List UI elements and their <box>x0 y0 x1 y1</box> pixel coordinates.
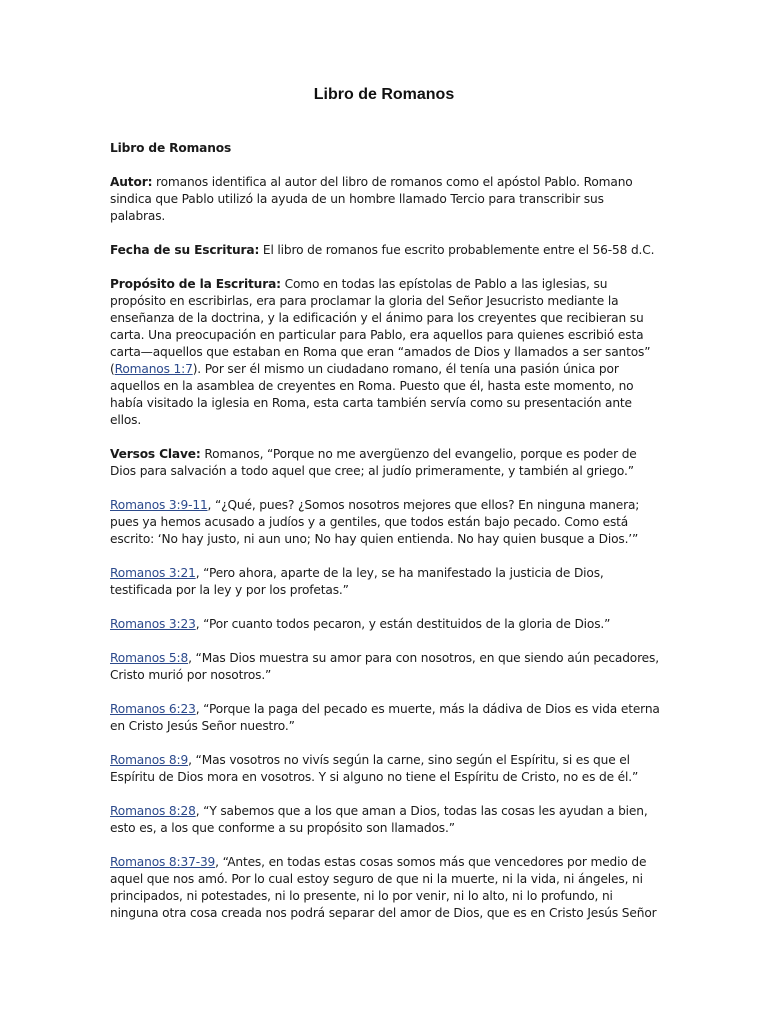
versos-clave-paragraph <box>110 446 662 480</box>
autor-text: romanos identifica al autor del libro de romanos como el apóstol Pablo. Romano sindica que Pablo utilizó la ayuda de un hombre llamado Tercio para transcribir sus palabras. <box>110 175 633 223</box>
versos-clave-label: Versos Clave: <box>110 447 201 461</box>
versos-clave-text: Romanos, “Porque no me avergüenzo del evangelio, porque es poder de Dios para salvación a todo aquel que cree; al judío primeramente, y también al griego.” <box>110 447 637 478</box>
verse-text: , “Porque la paga del pecado es muerte, más la dádiva de Dios es vida eterna en Cristo Jesús Señor nuestro.” <box>110 702 660 733</box>
verse-link[interactable]: Romanos 8:9 <box>110 753 189 767</box>
proposito-paragraph <box>110 276 662 429</box>
verse-text: , “Mas vosotros no vivís según la carne, sino según el Espíritu, si es que el Espíritu de Dios mora en vosotros. Y si alguno no tiene el Espíritu de Cristo, no es de él.” <box>110 753 639 784</box>
verse-paragraph <box>110 616 662 633</box>
proposito-label: Propósito de la Escritura: <box>110 277 281 291</box>
verse-paragraph <box>110 497 662 548</box>
verse-link[interactable]: Romanos 3:9-11 <box>110 498 208 512</box>
verse-paragraph <box>110 854 662 922</box>
document-title: Libro de Romanos <box>313 86 455 103</box>
verse-text: , “Mas Dios muestra su amor para con nosotros, en que siendo aún pecadores, Cristo murió por nosotros.” <box>110 651 659 682</box>
verse-link[interactable]: Romanos 5:8 <box>110 651 189 665</box>
verse-paragraph <box>110 752 662 786</box>
proposito-text-before: Como en todas las epístolas de Pablo a las iglesias, su propósito en escribirlas, era para proclamar la gloria del Señor Jesucristo mediante la enseñanza de la doctrina, y la edificación y el ánimo para los creyentes que recibieran su carta. Una preocupación en particular para Pablo, era aquellos para quienes escribió esta carta—aquellos que estaban en Roma que eran “amados de Dios y llamados a ser santos” ( <box>110 277 651 376</box>
verse-paragraph <box>110 701 662 735</box>
fecha-text: El libro de romanos fue escrito probablemente entre el 56-58 d.C. <box>259 243 655 257</box>
verse-link[interactable]: Romanos 6:23 <box>110 702 196 716</box>
verse-text: , “Antes, en todas estas cosas somos más que vencedores por medio de aquel que nos amó. Por lo cual estoy seguro de que ni la muerte, ni la vida, ni ángeles, ni principados, ni potestades, ni lo presente, ni lo por venir, ni lo alto, ni lo profundo, ni ninguna otra cosa creada nos podrá separar del amor de Dios, que es en Cristo Jesús Señor <box>110 855 657 920</box>
fecha-paragraph <box>110 242 662 259</box>
verse-link[interactable]: Romanos 3:21 <box>110 566 196 580</box>
verse-text: , “Por cuanto todos pecaron, y están destituidos de la gloria de Dios.” <box>195 617 611 631</box>
fecha-label: Fecha de su Escritura: <box>110 243 260 257</box>
autor-paragraph <box>110 174 662 225</box>
subtitle: Libro de Romanos <box>110 141 232 155</box>
verse-link-romanos-1-7[interactable]: Romanos 1:7 <box>114 362 193 376</box>
verse-paragraph <box>110 803 662 837</box>
verse-text: , “Pero ahora, aparte de la ley, se ha manifestado la justicia de Dios, testificada por la ley y por los profetas.” <box>110 566 604 597</box>
verse-paragraph <box>110 650 662 684</box>
verse-text: , “Y sabemos que a los que aman a Dios, todas las cosas les ayudan a bien, esto es, a los que conforme a su propósito son llamados.” <box>110 804 648 835</box>
subtitle-paragraph <box>110 140 662 157</box>
verse-link[interactable]: Romanos 8:28 <box>110 804 196 818</box>
document-body <box>110 140 662 939</box>
verse-paragraph <box>110 565 662 599</box>
proposito-text-after: ). Por ser él mismo un ciudadano romano, él tenía una pasión única por aquellos en la asamblea de creyentes en Roma. Puesto que él, hasta este momento, no había visitado la iglesia en Roma, esta carta también servía como su presentación ante ellos. <box>110 362 634 427</box>
verse-text: , “¿Qué, pues? ¿Somos nosotros mejores que ellos? En ninguna manera; pues ya hemos acusado a judíos y a gentiles, que todos están bajo pecado. Como está escrito: ‘No hay justo, ni aun uno; No hay quien entienda. No hay quien busque a Dios.’” <box>110 498 640 546</box>
autor-label: Autor: <box>110 175 153 189</box>
verse-link[interactable]: Romanos 8:37-39 <box>110 855 216 869</box>
verse-link[interactable]: Romanos 3:23 <box>110 617 196 631</box>
